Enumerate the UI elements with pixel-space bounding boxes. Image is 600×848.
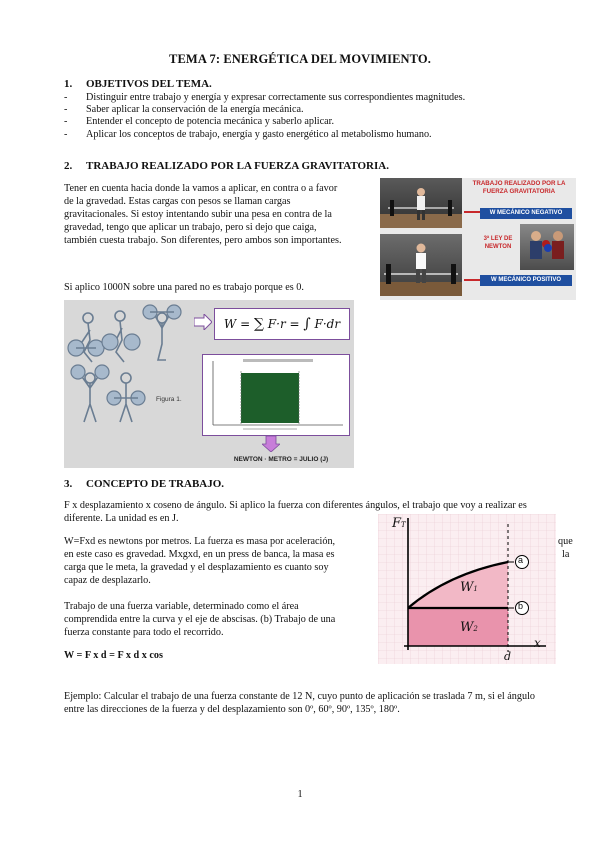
section-3-title: CONCEPTO DE TRABAJO.	[86, 478, 225, 490]
list-item: - Distinguir entre trabajo y energía y expresar correctamente sus correspondientes magnitudes.	[64, 92, 466, 103]
section-1-number: 1.	[64, 78, 73, 90]
wrapped-word: la	[562, 549, 570, 560]
lifter-sketch-icon	[66, 304, 200, 436]
graph-y-label: FT	[392, 516, 406, 531]
work-definition: F x desplazamiento x coseno de ángulo. Si aplico la fuerza con diferentes ángulos, el trabajo que voy a realizar es diferente. La unidad es en J.	[64, 500, 527, 524]
list-item: - Saber aplicar la conservación de la energía mecánica.	[64, 104, 304, 116]
lifter-photo-top	[380, 178, 462, 228]
wall-force-note: Si aplico 1000N sobre una pared no es trabajo porque es 0.	[64, 282, 304, 293]
positive-work-label: W MECÁNICO POSITIVO	[480, 275, 572, 286]
document-title: TEMA 7: ENERGÉTICA DEL MOVIMIENTO.	[169, 52, 431, 66]
page-number: 1	[297, 789, 303, 800]
section-2-paragraph: Tener en cuenta hacia donde la vamos a aplicar, en contra o a favor de la gravedad. Estas cargas con pesos se llaman cargas gravitacionales. Si estoy intentando subir una pesa en contra de la gravedad, tengo que aplicar un trabajo, pero si dejo que caiga, también cuesta trabajo. Son diferentes, pero ambos son importantes.	[64, 183, 342, 246]
list-item: - Entender el concepto de potencia mecánica y saberlo aplicar.	[64, 116, 335, 128]
photo-title: TRABAJO REALIZADO POR LA FUERZA GRAVITATORIA	[472, 180, 566, 195]
arrow-right-icon	[194, 314, 212, 330]
section-2-heading	[64, 160, 389, 172]
newton-law-label: 3ª LEY DE NEWTON	[483, 236, 513, 250]
variable-force-graph	[378, 514, 556, 664]
section-1-heading	[64, 78, 212, 90]
objectives-list	[64, 92, 564, 141]
list-item: - Aplicar los conceptos de trabajo, energía y gasto energético al metabolismo humano.	[64, 128, 432, 140]
force-displacement-graph	[202, 354, 350, 436]
section-3-heading	[64, 478, 224, 490]
section-2-title: TRABAJO REALIZADO POR LA FUERZA GRAVITATORIA.	[86, 160, 389, 172]
graph-d-label: d	[504, 650, 512, 663]
example-paragraph: Ejemplo: Calcular el trabajo de una fuerza constante de 12 N, cuyo punto de aplicación se traslada 7 m, si el ángulo entre las direcciones de la fuerza y del desplazamiento son 0º, 60º, 90º, 135º, 180º.	[64, 691, 536, 715]
boxers-photo	[520, 224, 574, 270]
negative-work-label: W MECÁNICO NEGATIVO	[480, 208, 572, 219]
arrow-down-icon	[262, 436, 280, 452]
section-1-title: OBJETIVOS DEL TEMA.	[86, 78, 212, 90]
section-2-number: 2.	[64, 160, 73, 172]
weightlifting-photo-collage	[380, 178, 576, 300]
work-formula-explanation: W=Fxd es newtons por metros. La fuerza es masa por aceleración, en este caso es gravedad. Mxgxd, en un press de banca, la masa es carga que le meta, la gravedad y el desplazamiento es cuanto soy capaz de desplazarlo.	[64, 536, 336, 586]
lifter-photo-bottom	[380, 234, 462, 296]
figure-caption: Figura 1.	[156, 396, 182, 403]
work-figure	[64, 300, 354, 468]
graph-b-label: b	[518, 601, 524, 611]
units-label: NEWTON · METRO = JULIO (J)	[233, 456, 329, 463]
graph-w2-label: W2	[460, 620, 478, 635]
graph-w1-label: W1	[460, 580, 478, 595]
work-formula-box: W = ∑ F·r = ∫ F·dr	[214, 308, 350, 340]
wrapped-word: que	[558, 536, 573, 547]
work-formula: W = F x d = F x d x cos	[64, 650, 163, 661]
variable-force-paragraph: Trabajo de una fuerza variable, determinado como el área comprendida entre la curva y el eje de abscisas. (b) Trabajo de una fuerza constante para todo el recorrido.	[64, 601, 336, 638]
graph-x-label: x	[534, 636, 541, 650]
section-3-number: 3.	[64, 478, 73, 490]
graph-a-label: a	[518, 555, 524, 565]
